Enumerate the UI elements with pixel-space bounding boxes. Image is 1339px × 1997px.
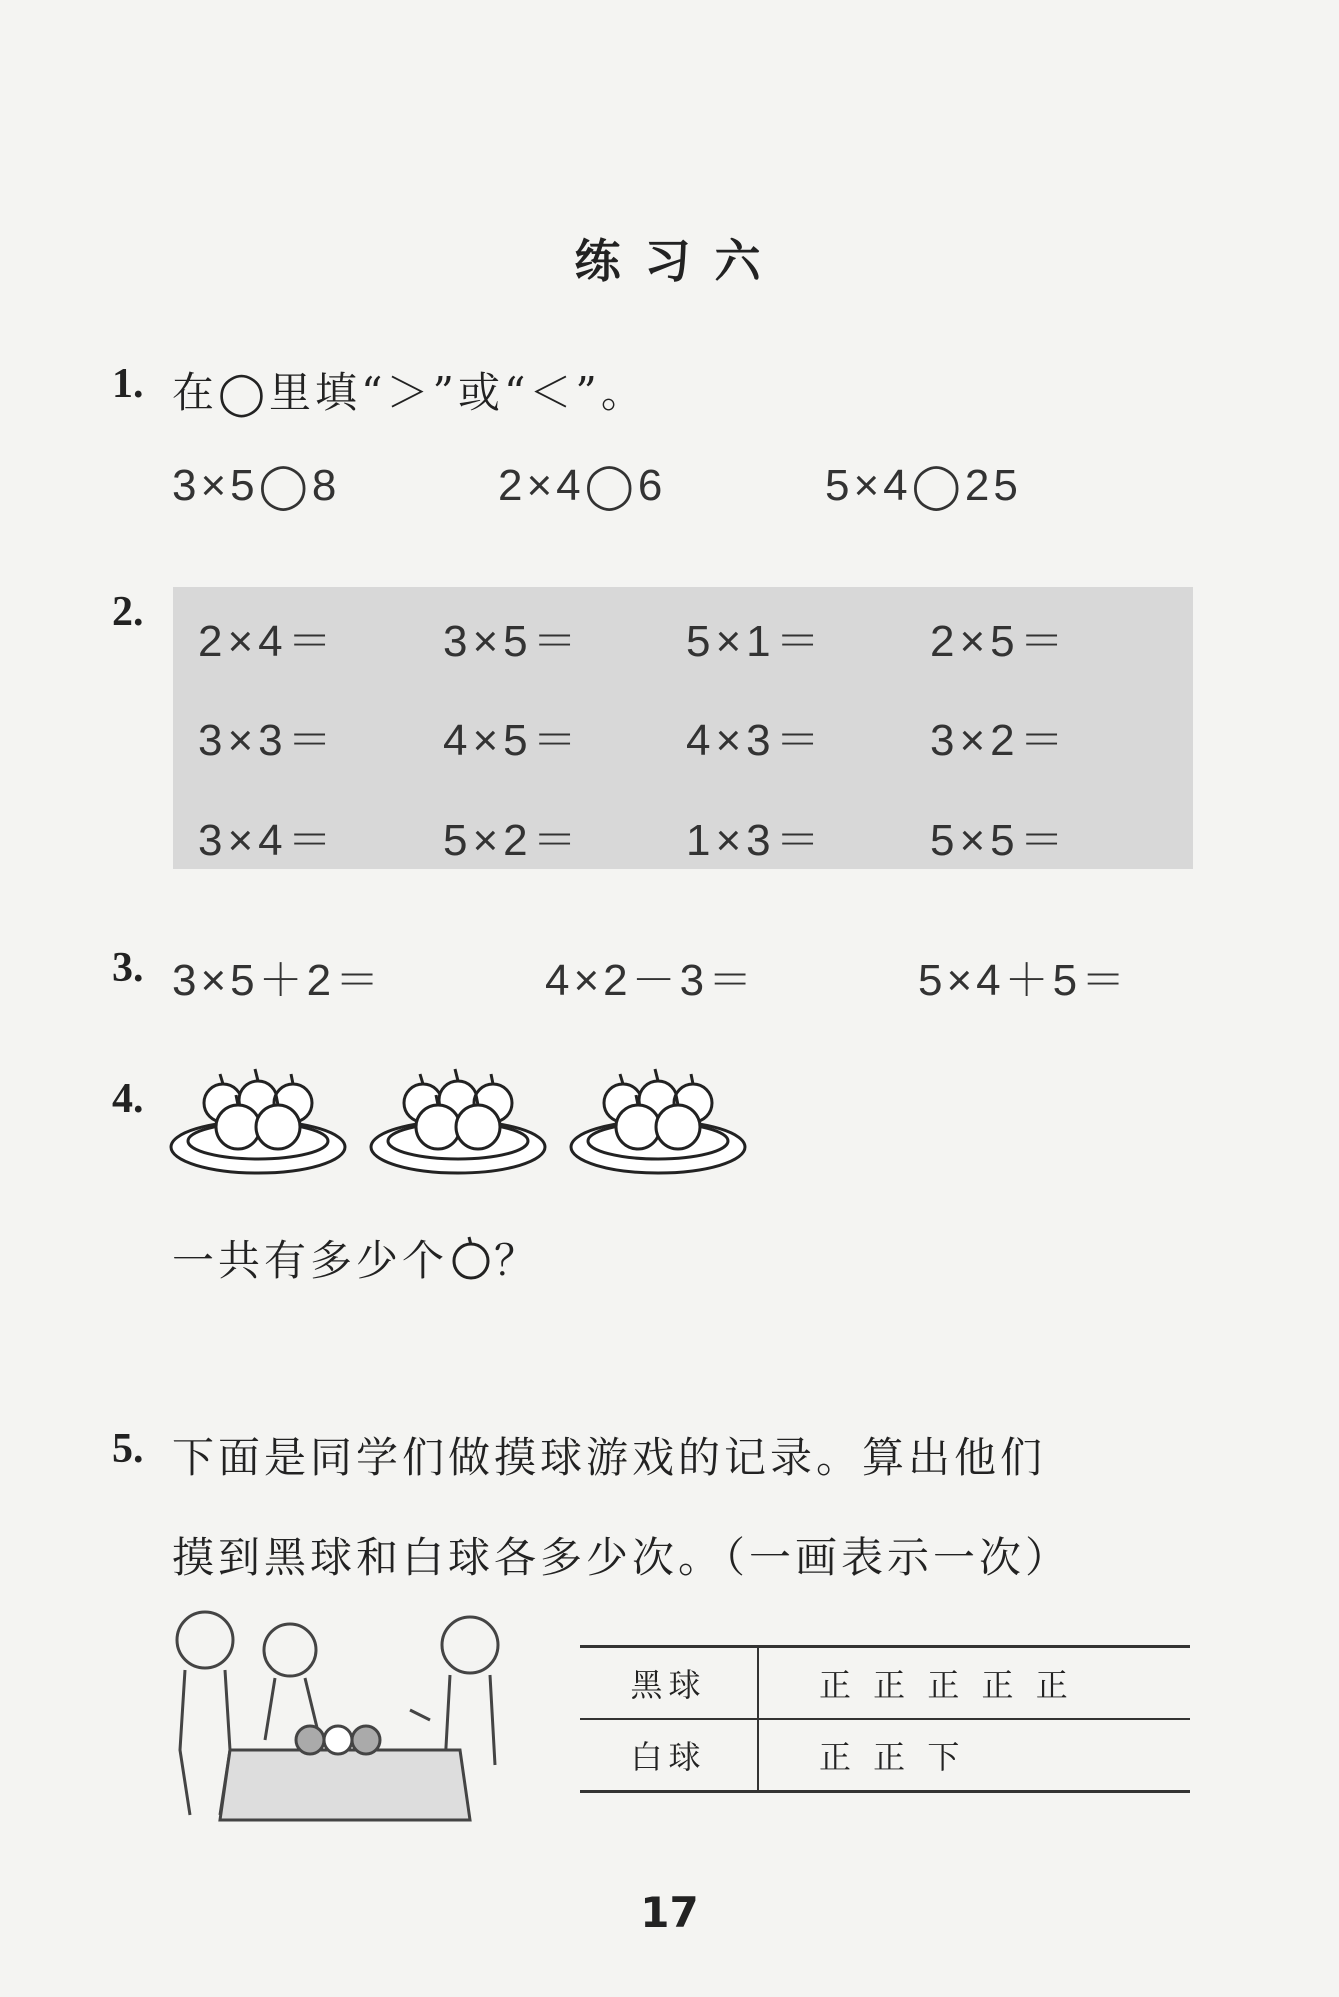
apple-plates-illustration xyxy=(168,1065,768,1175)
question-5-text-line-2: 摸到黑球和白球各多少次。（一画表示一次） xyxy=(172,1533,1072,1582)
q2-cell: 3×4＝ xyxy=(198,816,337,865)
q2-cell: 3×3＝ xyxy=(198,716,337,765)
table-row xyxy=(580,1647,1190,1720)
black-ball-label: 黑球 xyxy=(580,1647,758,1720)
question-5-number: 5. xyxy=(112,1426,144,1472)
q4-question: 一共有多少个 xyxy=(172,1236,449,1285)
question-2-number: 2. xyxy=(112,589,144,635)
page-title: 练 习 六 xyxy=(574,234,765,288)
question-1-number: 1. xyxy=(112,361,144,407)
question-4-text xyxy=(172,1228,540,1288)
q4-question-mark: ？ xyxy=(494,1236,541,1285)
table-row xyxy=(580,1719,1190,1792)
white-ball-tally: 正 正 下 xyxy=(758,1719,1190,1792)
q1-item-3: 5×4◯25 xyxy=(825,461,1022,510)
question-5-text-line-1: 下面是同学们做摸球游戏的记录。算出他们 xyxy=(172,1433,1047,1482)
q1-item-2: 2×4◯6 xyxy=(498,461,667,510)
q2-cell: 5×5＝ xyxy=(930,816,1069,865)
q2-cell: 1×3＝ xyxy=(686,816,825,865)
q2-cell: 5×2＝ xyxy=(443,816,582,865)
q2-cell: 5×1＝ xyxy=(686,617,825,666)
apple-plate xyxy=(171,1069,345,1173)
q2-cell: 3×2＝ xyxy=(930,716,1069,765)
black-ball-tally: 正 正 正 正 正 xyxy=(758,1647,1190,1720)
white-ball-label: 白球 xyxy=(580,1719,758,1792)
q2-cell: 2×4＝ xyxy=(198,617,337,666)
question-4-number: 4. xyxy=(112,1076,144,1122)
children-playing-illustration xyxy=(160,1600,530,1830)
q3-item-3: 5×4＋5＝ xyxy=(918,956,1130,1005)
q3-item-1: 3×5＋2＝ xyxy=(172,956,384,1005)
page-number: 17 xyxy=(640,1888,699,1937)
apple-icon xyxy=(448,1235,494,1281)
tally-table xyxy=(580,1645,1190,1793)
question-3-number: 3. xyxy=(112,945,144,991)
q3-item-2: 4×2－3＝ xyxy=(545,956,757,1005)
question-1-text: 在◯里填“＞”或“＜”。 xyxy=(172,368,647,417)
q2-shaded-grid xyxy=(173,587,1193,869)
q2-cell: 3×5＝ xyxy=(443,617,582,666)
q2-cell: 4×5＝ xyxy=(443,716,582,765)
q2-cell: 4×3＝ xyxy=(686,716,825,765)
q1-item-1: 3×5◯8 xyxy=(172,461,341,510)
q2-cell: 2×5＝ xyxy=(930,617,1069,666)
